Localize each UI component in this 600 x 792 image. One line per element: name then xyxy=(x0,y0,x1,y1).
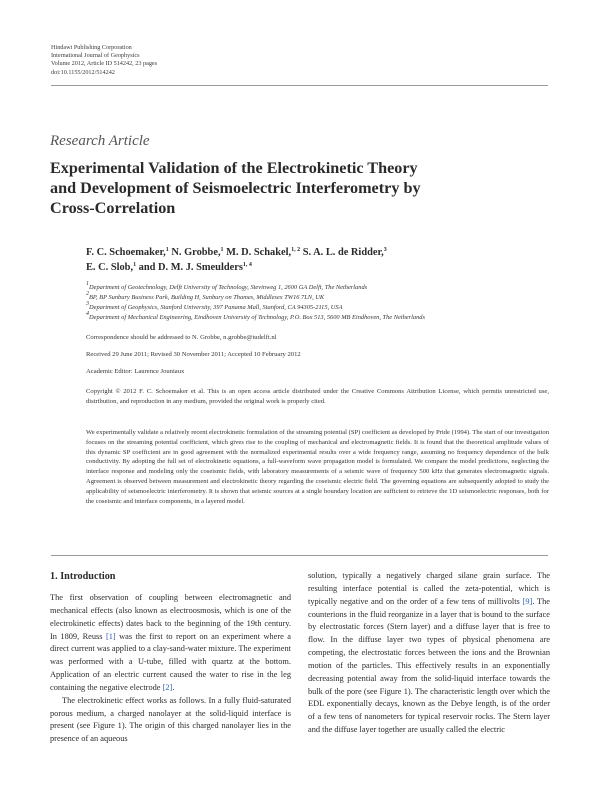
affiliation-text: Department of Geophysics, Stanford University, 397 Panama Mall, Stanford, CA 94305-2115, USA xyxy=(89,304,343,312)
author-affiliation-mark: 1, 2 xyxy=(291,247,301,253)
paragraph xyxy=(50,592,291,695)
author-name: E. C. Slob, xyxy=(86,262,134,273)
paragraph-text: was the first to report on an experiment where a direct current was applied to a clay-sand-water mixture. The experiment was performed with a U-tube, filled with quartz at the bottom. Application of an electric current caused the water to rise in the leg containing the negative electrode xyxy=(50,631,291,692)
paragraph-text: . xyxy=(172,682,175,692)
affiliation xyxy=(86,303,556,313)
paragraph: The electrokinetic effect works as follows. In a fully fluid-saturated porous medium, a charged nanolayer at the solid-liquid interface is present (see Figure 1). The origin of this charged nanolayer lies in the presence of an aqueous xyxy=(50,695,291,744)
affiliation-text: BP, BP Sunbury Business Park, Building H, Sunbury on Thames, Middlesex TW16 7LN, UK xyxy=(89,294,325,302)
affiliation xyxy=(86,293,556,303)
title-line: Experimental Validation of the Electrokinetic Theory xyxy=(50,159,418,177)
correspondence: Correspondence should be addressed to N. Grobbe, n.grobbe@tudelft.nl xyxy=(86,334,277,341)
author-name: M. D. Schakel, xyxy=(226,247,292,258)
copyright-notice: Copyright © 2012 F. C. Schoemaker et al. This is an open access article distributed under the Creative Commons Attribution License, which permits unrestricted use, distribution, and reproduction in any medium, provided the original work is properly cited. xyxy=(86,388,549,405)
paragraph-text: solution, typically a negatively charged silane grain surface. The resulting interface potential is called the zeta-potential, which is typically negative and on the order of a few tens of millivolts xyxy=(308,571,550,606)
section-heading: 1. Introduction xyxy=(50,571,116,582)
author-affiliation-mark: 3 xyxy=(383,247,387,253)
author-name: S. A. L. de Ridder, xyxy=(302,247,384,258)
text-column-right xyxy=(308,570,550,737)
header-rule xyxy=(51,85,548,86)
title-line: and Development of Seismoelectric Interferometry by xyxy=(50,179,421,197)
affiliation xyxy=(86,313,556,323)
abstract: We experimentally validate a relatively recent electrokinetic formulation of the streaming potential (SP) coefficient as developed by Pride (1994). The start of our investigation focuses on the streaming potential coefficient, which gives rise to the coupling of mechanical and electromagnetic fields. It is found that the theoretical amplitude values of this dynamic SP coefficient are in good agreement with the normalized experimental results over a wide frequency range, assuming no frequency dependence of the bulk conductivity. By adopting the full set of electrokinetic equations, a full-waveform wave propagation model is formulated. We compare the model predictions, neglecting the interface response and modeling only the coseismic fields, with laboratory measurements of a seismic wave of frequency 500 kHz that generates electromagnetic signals. Agreement is observed between measurement and electrokinetic theory regarding the coseismic electric field. The governing equations are subsequently adopted to study the applicability of seismoelectric interferometry. It is shown that seismic sources at a single boundary location are sufficient to retrieve the 1D seismoelectric responses, both for the coseismic and interface components, in a layered model. xyxy=(86,429,549,505)
text-column-left xyxy=(50,592,291,746)
affiliation-number: 1 xyxy=(86,281,89,287)
affiliation-number: 3 xyxy=(86,301,89,308)
author-affiliation-mark: 1 xyxy=(133,262,137,268)
author-name: and D. M. J. Smeulders xyxy=(138,262,243,273)
journal-header xyxy=(51,44,157,77)
academic-editor: Academic Editor: Laurence Jouniaux xyxy=(86,368,185,375)
affiliation-text: Department of Geotechnology, Delft University of Technology, Stevinweg 1, 2600 GA Delft, The Netherlands xyxy=(89,284,368,291)
author-line xyxy=(86,245,546,260)
author-affiliation-mark: 1 xyxy=(220,247,224,253)
citation-link[interactable]: [1] xyxy=(105,631,116,641)
volume-info: Volume 2012, Article ID 514242, 23 pages xyxy=(51,60,158,68)
affiliation xyxy=(86,283,556,293)
affiliations xyxy=(86,283,556,323)
citation-link[interactable]: [2] xyxy=(162,682,173,692)
doi[interactable]: doi:10.1155/2012/514242 xyxy=(51,68,115,76)
author-name: N. Grobbe, xyxy=(171,247,221,258)
author-line xyxy=(86,260,546,275)
journal-name: International Journal of Geophysics xyxy=(51,52,140,60)
article-title xyxy=(50,158,530,218)
publisher: Hindawi Publishing Corporation xyxy=(51,44,132,51)
paragraph-text: . The counterions in the fluid reorganize in a layer that is bound to the surface by electrostatic forces (Stern layer) and a diffuse layer that is free to flow. In the diffuse layer two types of physical phenomena are competing, the electrostatic forces between the ions and the Brownian motion of the particles. This effectively results in an exponentially decreasing potential away from the solid-liquid interface towards the bulk of the pore (see Figure 1). The characteristic length over which the EDL exponentially decays, known as the Debye length, is of the order of a few tens of nanometers for typical reservoir rocks. The Stern layer and the diffuse layer together are usually called the electric xyxy=(308,596,551,735)
affiliation-number: 4 xyxy=(86,311,89,318)
affiliation-number: 2 xyxy=(86,291,89,298)
paragraph xyxy=(308,570,550,737)
received-dates: Received 29 June 2011; Revised 30 November 2011; Accepted 10 February 2012 xyxy=(86,351,301,358)
article-type: Research Article xyxy=(50,133,150,149)
author-name: F. C. Schoemaker, xyxy=(86,247,166,258)
author-affiliation-mark: 1, 4 xyxy=(242,262,252,268)
citation-link[interactable]: [9] xyxy=(522,596,533,606)
affiliation-text: Department of Mechanical Engineering, Eindhoven University of Technology, P.O. Box 513, 5600 MB Eindhoven, The Netherlands xyxy=(89,314,425,322)
paragraph-text: The first observation of coupling between electromagnetic and mechanical effects (also known as electroosmosis, which is one of the electrokinetic effects) dates back to the beginning of the 19th century. In 1809, Reuss xyxy=(50,593,291,641)
title-line: Cross-Correlation xyxy=(50,199,176,217)
author-list xyxy=(86,245,546,275)
author-affiliation-mark: 1 xyxy=(165,247,169,253)
abstract-rule xyxy=(51,555,548,556)
